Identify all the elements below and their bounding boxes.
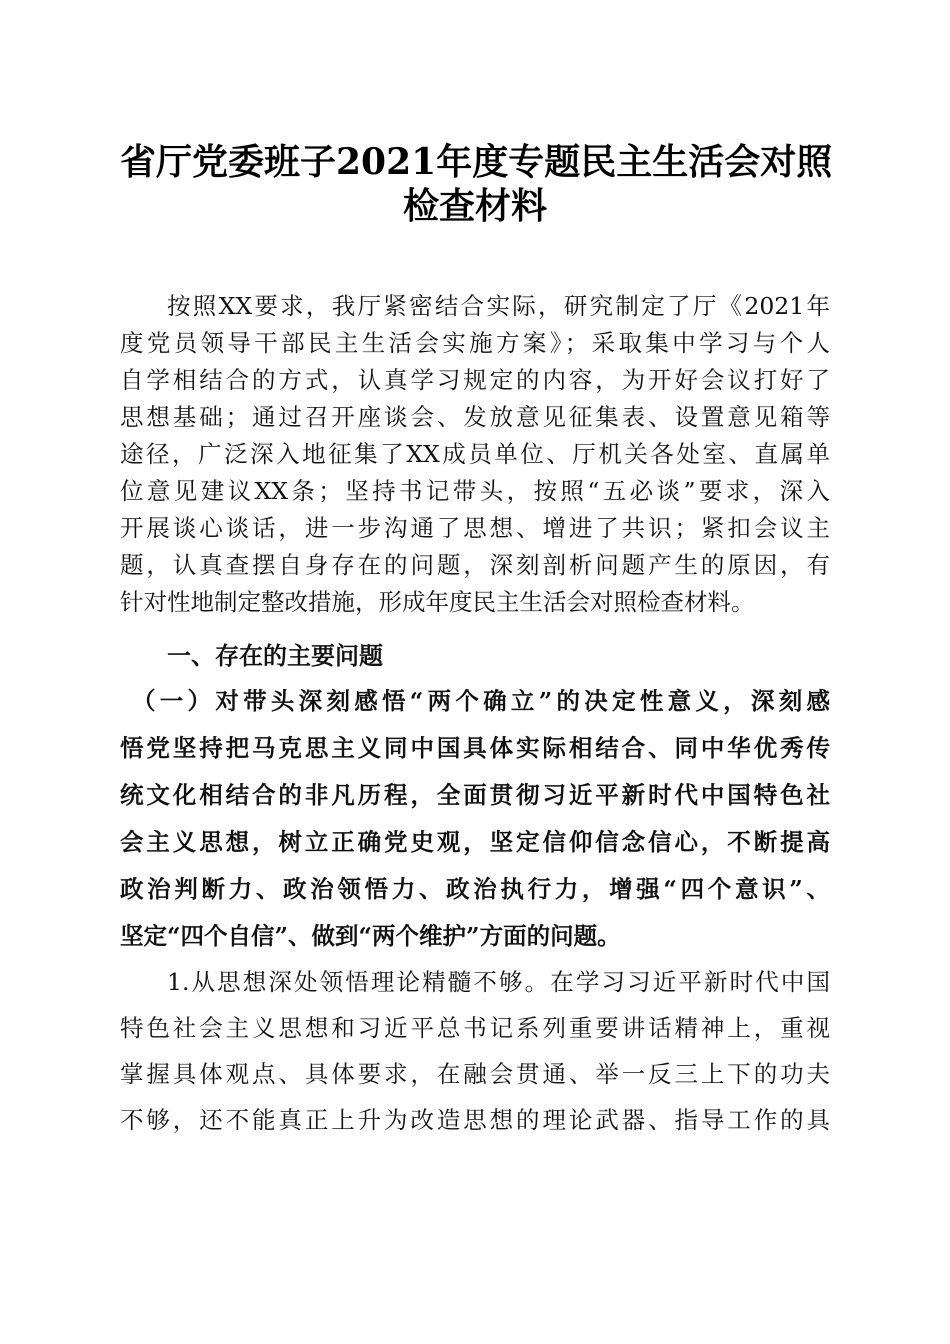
intro-paragraph-line: 题，认真查摆自身存在的问题，深刻剖析问题产生的原因，有 (120, 551, 830, 579)
intro-paragraph-line: 按照XX要求，我厅紧密结合实际，研究制定了厅《2021年 (167, 292, 830, 320)
subsection-line: 统文化相结合的非凡历程，全面贯彻习近平新时代中国特色社 (120, 781, 830, 809)
intro-paragraph-line: 自学相结合的方式，认真学习规定的内容，为开好会议打好了 (120, 366, 830, 394)
point-1-line: 特色社会主义思想和习近平总书记系列重要讲话精神上，重视 (120, 1014, 830, 1042)
document-title-line-1: 省厅党委班子2021年度专题民主生活会对照 (120, 141, 833, 183)
subsection-line: 政治判断力、政治领悟力、政治执行力，增强“四个意识”、 (120, 875, 830, 903)
section-heading: 一、存在的主要问题 (167, 642, 383, 670)
point-1-line: 不够，还不能真正上升为改造思想的理论武器、指导工作的具 (120, 1106, 830, 1134)
subsection-line: 悟党坚持把马克思主义同中国具体实际相结合、同中华优秀传 (120, 734, 830, 762)
document-title-line-2: 检查材料 (402, 185, 547, 227)
intro-paragraph-line: 途径，广泛深入地征集了XX成员单位、厅机关各处室、直属单 (120, 440, 830, 468)
point-1-line: 1.从思想深处领悟理论精髓不够。在学习习近平新时代中国 (167, 968, 830, 996)
intro-paragraph-line: 位意见建议XX条；坚持书记带头，按照“五必谈”要求，深入 (120, 477, 830, 505)
intro-paragraph-line: 针对性地制定整改措施，形成年度民主生活会对照检查材料。 (120, 588, 755, 616)
subsection-heading-line: （一）对带头深刻感悟“两个确立”的决定性意义，深刻感 (132, 687, 830, 715)
intro-paragraph-line: 开展谈心谈话，进一步沟通了思想、增进了共识；紧扣会议主 (120, 514, 830, 542)
subsection-line: 会主义思想，树立正确党史观，坚定信仰信念信心，不断提高 (120, 828, 830, 856)
subsection-line: 坚定“四个自信”、做到“两个维护”方面的问题。 (120, 922, 621, 950)
intro-paragraph-line: 思想基础；通过召开座谈会、发放意见征集表、设置意见箱等 (120, 403, 830, 431)
intro-paragraph-line: 度党员领导干部民主生活会实施方案》；采取集中学习与个人 (120, 329, 830, 357)
point-1-line: 掌握具体观点、具体要求，在融会贯通、举一反三上下的功夫 (120, 1060, 830, 1088)
